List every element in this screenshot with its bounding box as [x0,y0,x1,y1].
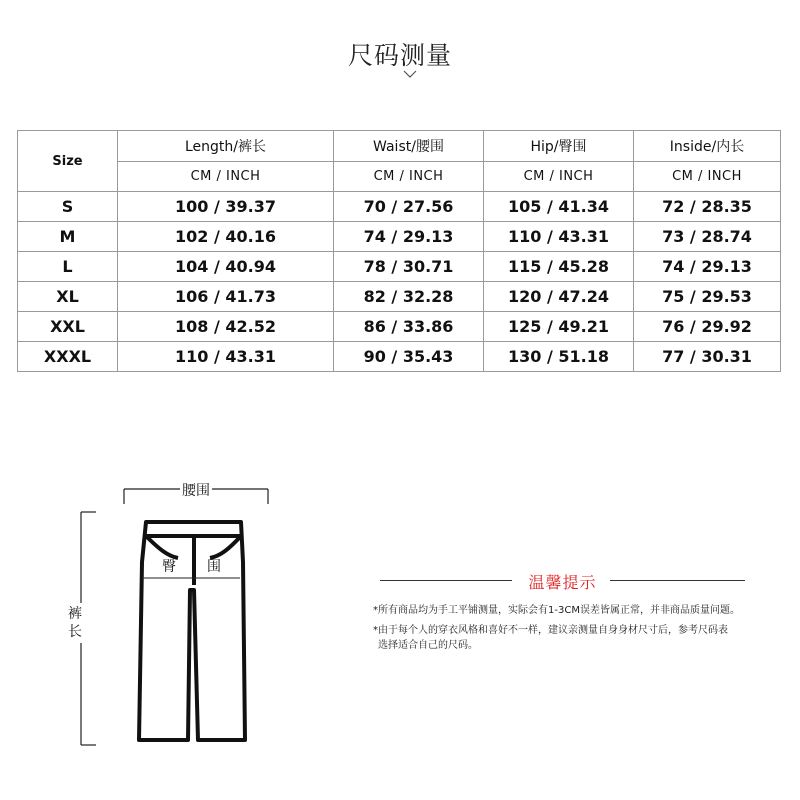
waist-cell: 86 / 33.86 [334,312,484,342]
hip-cell: 130 / 51.18 [484,342,634,372]
column-header-hip: Hip/臀围 [484,131,634,162]
column-header-inside: Inside/内长 [634,131,781,162]
unit-waist: CM / INCH [334,162,484,192]
length-cell: 104 / 40.94 [118,252,334,282]
unit-hip: CM / INCH [484,162,634,192]
length-cell: 100 / 39.37 [118,192,334,222]
inside-cell: 76 / 29.92 [634,312,781,342]
waist-cell: 82 / 32.28 [334,282,484,312]
size-cell: XXXL [18,342,118,372]
length-cell: 108 / 42.52 [118,312,334,342]
unit-length: CM / INCH [118,162,334,192]
unit-inside: CM / INCH [634,162,781,192]
inside-cell: 73 / 28.74 [634,222,781,252]
size-header: Size [18,131,118,192]
length-cell: 106 / 41.73 [118,282,334,312]
page-title: 尺码测量 [347,41,452,70]
hip-cell: 120 / 47.24 [484,282,634,312]
tip-item: *所有商品均为手工平铺测量，实际会有1-3CM误差皆属正常，并非商品质量问题。 [373,605,740,616]
hip-cell: 105 / 41.34 [484,192,634,222]
waist-cell: 74 / 29.13 [334,222,484,252]
length-cell: 102 / 40.16 [118,222,334,252]
size-cell: L [18,252,118,282]
inside-cell: 74 / 29.13 [634,252,781,282]
size-cell: M [18,222,118,252]
hip-label-2: 围 [207,559,221,575]
hip-label-1: 臀 [162,559,176,575]
tip-item: 选择适合自己的尺码。 [378,640,478,651]
hip-cell: 125 / 49.21 [484,312,634,342]
pants-icon [139,522,245,740]
inside-cell: 75 / 29.53 [634,282,781,312]
hip-cell: 110 / 43.31 [484,222,634,252]
hip-cell: 115 / 45.28 [484,252,634,282]
column-header-waist: Waist/腰围 [334,131,484,162]
length-label: 裤长 [68,603,84,643]
inside-cell: 77 / 30.31 [634,342,781,372]
waist-label: 腰围 [180,480,212,500]
tips-title: 温馨提示 [528,573,597,592]
length-cell: 110 / 43.31 [118,342,334,372]
waist-cell: 90 / 35.43 [334,342,484,372]
size-cell: XXL [18,312,118,342]
size-cell: S [18,192,118,222]
waist-cell: 70 / 27.56 [334,192,484,222]
tip-item: *由于每个人的穿衣风格和喜好不一样，建议亲测量自身身材尺寸后，参考尺码表 [373,625,728,636]
column-header-length: Length/裤长 [118,131,334,162]
waist-cell: 78 / 30.71 [334,252,484,282]
inside-cell: 72 / 28.35 [634,192,781,222]
size-cell: XL [18,282,118,312]
